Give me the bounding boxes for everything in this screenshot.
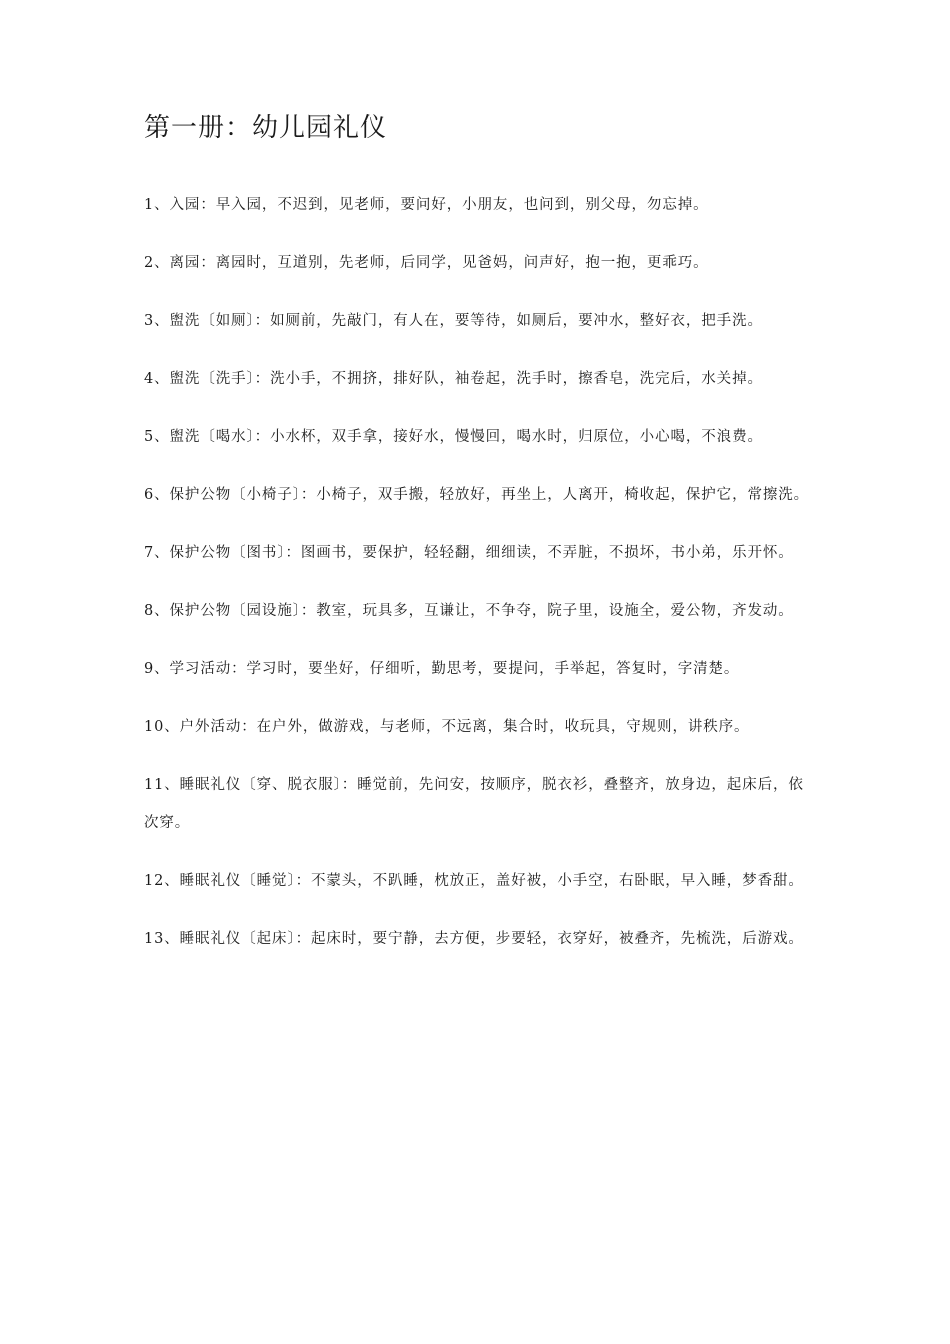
rule-item: 7、保护公物〔图书〕：图画书，要保护，轻轻翻，细细读，不弄脏，不损坏，书小弟，乐开怀。 xyxy=(144,545,794,561)
rule-item: 3、盥洗〔如厕〕：如厕前，先敲门，有人在，要等待，如厕后，要冲水，整好衣，把手洗。 xyxy=(144,313,763,329)
rule-item: 8、保护公物〔园设施〕：教室，玩具多，互谦让，不争夺，院子里，设施全，爱公物，齐发动。 xyxy=(144,603,794,619)
rule-item: 10、户外活动：在户外，做游戏，与老师，不远离，集合时，收玩具，守规则，讲秩序。 xyxy=(144,719,750,735)
rule-item: 5、盥洗〔喝水〕：小水杯，双手拿，接好水，慢慢回，喝水时，归原位，小心喝，不浪费。 xyxy=(144,429,763,445)
rule-item: 12、睡眠礼仪〔睡觉〕：不蒙头，不趴睡，枕放正，盖好被，小手空，右卧眠，早入睡，梦香甜。 xyxy=(144,873,804,889)
rule-item: 4、盥洗〔洗手〕：洗小手，不拥挤，排好队，袖卷起，洗手时，擦香皂，洗完后，水关掉。 xyxy=(144,371,763,387)
rule-item: 1、入园：早入园，不迟到，见老师，要问好，小朋友，也问到，别父母，勿忘掉。 xyxy=(144,197,709,213)
rule-item: 11、睡眠礼仪〔穿、脱衣服〕：睡觉前，先问安，按顺序，脱衣衫，叠整齐，放身边，起床后，依次穿。 xyxy=(144,777,804,831)
rule-item: 13、睡眠礼仪〔起床〕：起床时，要宁静，去方便，步要轻，衣穿好，被叠齐，先梳洗，后游戏。 xyxy=(144,931,804,947)
rules-list xyxy=(144,186,810,978)
document-title: 第一册：幼儿园礼仪 xyxy=(144,113,388,143)
rule-item: 9、学习活动：学习时，要坐好，仔细听，勤思考，要提问，手举起，答复时，字清楚。 xyxy=(144,661,740,677)
rule-item: 2、离园：离园时，互道别，先老师，后同学，见爸妈，问声好，抱一抱，更乖巧。 xyxy=(144,255,709,271)
rule-item: 6、保护公物〔小椅子〕：小椅子，双手搬，轻放好，再坐上，人离开，椅收起，保护它，常擦洗。 xyxy=(144,487,810,503)
